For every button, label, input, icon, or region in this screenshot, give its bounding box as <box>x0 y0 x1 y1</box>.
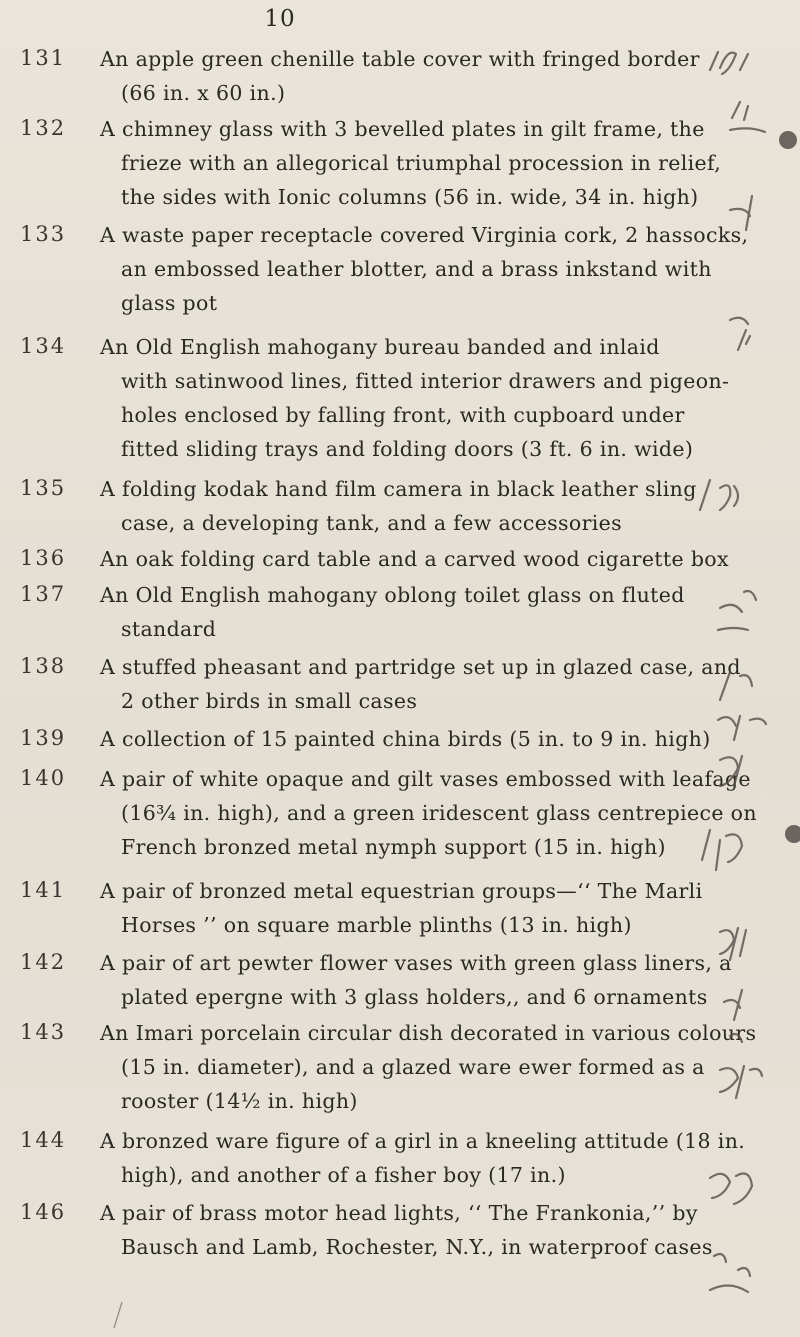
ink-blot <box>785 825 800 843</box>
ink-mark <box>720 756 742 786</box>
ink-mark <box>710 1174 752 1204</box>
lot-line: frieze with an allegorical triumphal procession in relief, <box>121 151 722 175</box>
lot-line: A pair of brass motor head lights, ‘‘ The Frankonia,’’ by <box>100 1201 698 1225</box>
ink-mark <box>730 318 750 350</box>
lot-description <box>100 218 749 320</box>
lot-line: Bausch and Lamb, Rochester, N.Y., in waterproof cases <box>121 1235 713 1259</box>
lot-line: Horses ’’ on square marble plinths (13 in. high) <box>121 913 632 937</box>
lot-description <box>100 330 730 466</box>
lot-line: fitted sliding trays and folding doors (3 ft. 6 in. wide) <box>121 437 694 461</box>
lot-line: A pair of bronzed metal equestrian groups—‘‘ The Marli <box>100 879 703 903</box>
lot-line: the sides with Ionic columns (56 in. wide, 34 in. high) <box>121 185 699 209</box>
lot-number: 136 <box>20 546 67 570</box>
lot-description <box>100 1016 757 1118</box>
lot-description <box>100 650 741 718</box>
ink-mark <box>710 1254 750 1292</box>
lot-line: with satinwood lines, fitted interior drawers and pigeon- <box>121 369 730 393</box>
lot-description <box>100 1124 746 1192</box>
lot-line: A folding kodak hand film camera in black leather sling <box>100 477 697 501</box>
ink-mark <box>720 672 752 700</box>
lot-description <box>100 42 720 110</box>
lot-line: An Old English mahogany oblong toilet glass on fluted <box>100 583 685 607</box>
page-number: 10 <box>264 6 296 32</box>
handwritten-annotations <box>690 40 800 1320</box>
lot-number: 139 <box>20 726 67 750</box>
ink-mark <box>720 1066 762 1098</box>
lot-description <box>100 722 720 756</box>
lot-number: 132 <box>20 116 67 140</box>
lot-number: 146 <box>20 1200 67 1224</box>
lot-line: French bronzed metal nymph support (15 in. high) <box>121 835 666 859</box>
lot-number: 135 <box>20 476 67 500</box>
lot-description <box>100 1196 720 1264</box>
lot-line: A collection of 15 painted china birds (5 in. to 9 in. high) <box>100 727 711 751</box>
lot-number: 131 <box>20 46 67 70</box>
lot-line: A chimney glass with 3 bevelled plates in gilt frame, the <box>100 117 705 141</box>
lot-number: 138 <box>20 654 67 678</box>
lot-line: A pair of art pewter flower vases with green glass liners, a <box>100 951 732 975</box>
lot-line: An oak folding card table and a carved wood cigarette box <box>100 547 729 571</box>
ink-blot <box>779 131 797 149</box>
lot-description <box>100 874 720 942</box>
lot-line: 2 other birds in small cases <box>121 689 418 713</box>
lot-line: glass pot <box>121 291 218 315</box>
ink-mark <box>724 990 742 1042</box>
lot-number: 141 <box>20 878 67 902</box>
lot-line: standard <box>121 617 217 641</box>
ink-mark <box>720 928 746 960</box>
lot-number: 133 <box>20 222 67 246</box>
lot-line: A bronzed ware figure of a girl in a kneeling attitude (18 in. <box>100 1129 746 1153</box>
lot-description <box>100 542 729 576</box>
lot-line: an embossed leather blotter, and a brass inkstand with <box>121 257 712 281</box>
ink-mark <box>730 196 752 230</box>
lot-line: plated epergne with 3 glass holders,, and 6 ornaments <box>121 985 708 1009</box>
margin-pencil-mark <box>110 1300 126 1330</box>
lot-number: 140 <box>20 766 67 790</box>
lot-number: 144 <box>20 1128 67 1152</box>
lot-description <box>100 472 720 540</box>
lot-line: An Imari porcelain circular dish decorated in various colours <box>100 1021 757 1045</box>
ink-mark <box>718 591 756 630</box>
lot-line: (16¾ in. high), and a green iridescent glass centrepiece on <box>121 801 757 825</box>
ink-mark <box>718 716 766 740</box>
ink-mark <box>730 102 765 132</box>
lot-line: A stuffed pheasant and partridge set up in glazed case, and <box>100 655 741 679</box>
lot-description <box>100 112 720 214</box>
lot-line: (15 in. diameter), and a glazed ware ewer formed as a <box>121 1055 705 1079</box>
lot-line: holes enclosed by falling front, with cupboard under <box>121 403 685 427</box>
lot-number: 143 <box>20 1020 67 1044</box>
lot-line: A pair of white opaque and gilt vases embossed with leafage <box>100 767 751 791</box>
lot-number: 134 <box>20 334 67 358</box>
lot-line: high), and another of a fisher boy (17 in.) <box>121 1163 566 1187</box>
ink-mark <box>710 52 748 74</box>
lot-number: 142 <box>20 950 67 974</box>
lot-number: 137 <box>20 582 67 606</box>
ink-mark <box>700 480 738 510</box>
lot-line: An apple green chenille table cover with fringed border <box>100 47 700 71</box>
lot-line: (66 in. x 60 in.) <box>121 81 286 105</box>
lot-line: case, a developing tank, and a few accessories <box>121 511 623 535</box>
lot-description <box>100 762 757 864</box>
lot-line: rooster (14½ in. high) <box>121 1089 358 1113</box>
lot-line: An Old English mahogany bureau banded and inlaid <box>100 335 660 359</box>
lot-description <box>100 946 732 1014</box>
lot-description <box>100 578 720 646</box>
ink-mark <box>702 830 742 870</box>
lot-line: A waste paper receptacle covered Virginia cork, 2 hassocks, <box>100 223 749 247</box>
